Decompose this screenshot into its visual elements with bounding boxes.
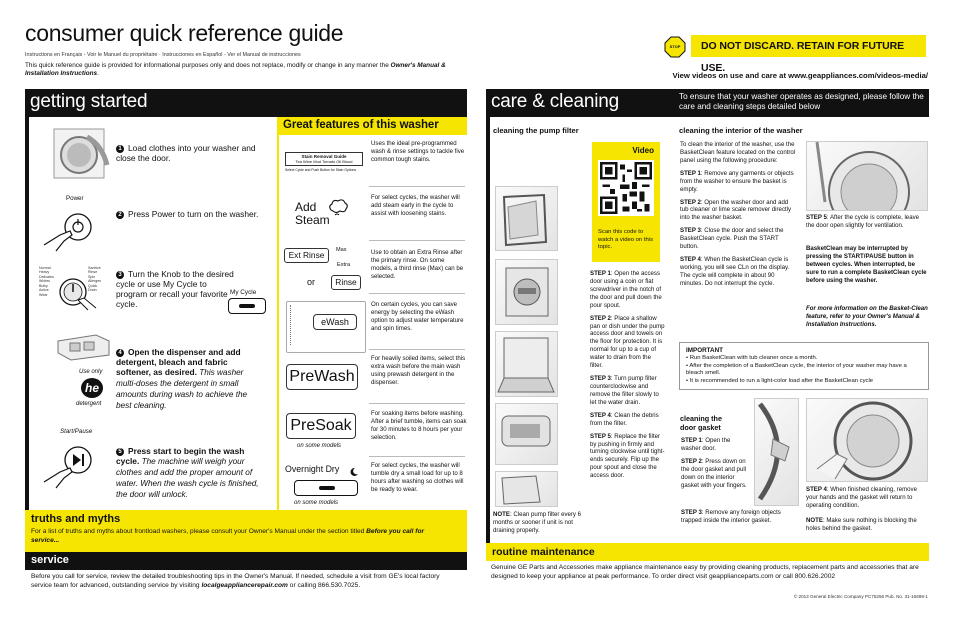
step-note: The machine will weigh your clothes and add the proper amount of water. When the wash cycle is finished, the door will unlock. [116,457,259,499]
service-link[interactable]: localgeappliancerepair.com [201,581,288,589]
disclaimer: This quick reference guide is provided for informational purposes only and does not replace, modify or change in any manner the Owner's Manual & Installation Instructions. [25,62,446,78]
gasket-step-2: STEP 2: Press down on the door gasket and pull down on the interior gasket with your fingers. [681,457,747,489]
knob-label: Delicates [39,274,54,279]
video-link[interactable]: View videos on use and care at www.geappliances.com/videos-media/ [672,71,928,80]
step-1 [116,143,261,163]
gasket-photo-1 [754,398,799,506]
step-number: 1 [116,145,124,153]
pump-photo-2 [495,259,558,325]
feature-desc-rinse: Use to obtain an Extra Rinse after the primary rinse. On some models, a third rinse (Max) can be selected. [371,249,464,280]
detergent-label: detergent [76,401,102,407]
truths-text: For a list of truths and myths about frontload washers, please consult your Owner's Manual under the section titled Before you call for service... [31,528,425,544]
use-only-label: Use only [79,369,103,375]
features-rail [277,135,279,510]
qr-code-icon[interactable] [598,160,654,216]
interior-intro: To clean the interior of the washer, use the BasketClean feature located on the control panel using the following procedure: [680,141,796,164]
feature-desc-steam: For select cycles, the washer will add steam early in the cycle to assist with loosening stains. [371,194,460,217]
presoak-button: PreSoak [286,413,356,439]
pump-steps [590,270,665,485]
interior-step-5: STEP 5: After the cycle is complete, leave the door open slightly for ventilation. [806,214,920,229]
step-number: 5 [116,448,124,456]
step-number: 4 [116,349,124,357]
video-caption: Scan this code to watch a video on this topic. [598,229,654,251]
interior-title: cleaning the interior of the washer [679,126,803,135]
power-press-image [42,205,102,253]
truths-title: truths and myths [31,513,121,525]
overnight-dry-button [294,480,358,496]
step-3 [116,269,236,309]
stain-guide-title: Stain Removal Guide [301,154,347,159]
gasket-step-3: STEP 3: Remove any foreign objects trapped inside the interior gasket. [681,509,781,524]
care-header [486,89,929,117]
knob-label: Quick [88,283,98,288]
feature-desc-ewash: On certain cycles, you can save energy by selecting the eWash option to adjust water temperature and spin times. [371,301,464,332]
maintenance-title: routine maintenance [492,546,595,558]
feature-desc-overnight: For select cycles, the washer will tumble dry a small load for up to 8 hours after washing so clothes will be ready to wear. [371,462,464,493]
page-title: consumer quick reference guide [25,20,344,46]
care-subtitle: To ensure that your washer operates as designed, please follow the care and cleaning steps detailed below [679,92,924,111]
knob-label: Active Wear [39,288,49,297]
overnight-dry-label: Overnight Dry [285,464,340,474]
step-text: Open the dispenser and add detergent, bleach and fabric softener, as desired. [116,347,241,378]
max-label: Max [336,247,347,253]
pump-step-2: STEP 2: Place a shallow pan or dish under the pump access door and towels on the floor for protection. It is normal for up to a cup of water to drain from the filter. [590,314,665,370]
ewash-button: eWash [313,314,357,330]
important-item: • Run BasketClean with tub cleaner once a month. [686,355,818,361]
gasket-step-1: STEP 1: Open the washer door. [681,437,731,452]
feature-desc-prewash: For heavily soiled items, select this extra wash before the main wash using prewash detergent in the dispenser. [371,355,466,386]
important-title: IMPORTANT [686,347,723,354]
stain-guide-icon [285,152,363,176]
knob-label: Whites [39,279,50,284]
he-logo: he [81,378,103,398]
pump-step-5: STEP 5: Replace the filter by pushing in firmly and turning clockwise until tight-ends securely. Flip up the pour spout and close the access door. [590,432,665,480]
video-box [592,142,660,262]
knob-label: Spin [88,274,96,279]
maintenance-header [486,543,929,561]
overnight-models-note: on some models [294,500,339,506]
pump-step-1: STEP 1: Open the access door using a coin or flat screwdriver in the notch of the door and pull down the pour spout. [590,270,662,309]
step-5 [116,446,261,499]
washer-interior-photo [806,141,928,211]
interior-step-2: STEP 2: Open the washer door and add tub cleaner or lime scale remover directly into the washer basket. [680,198,792,222]
service-text: Before you call for service, review the detailed troubleshooting tips in the Owner's Manual. If needed, schedule a visit from GE's local factory service team for advanced, outstanding service by visiting localgeappliancerepair.com or calling 866.530.7025. [31,573,440,589]
step-2 [116,209,261,219]
gasket-title: cleaning the door gasket [680,414,722,432]
washer-image [52,125,110,180]
extra-label: Extra [337,262,351,268]
pump-photo-4 [495,403,558,465]
knob-label: Normal [39,266,51,270]
stain-guide-items: Tea Wine Mud Tomato Oil Blood [295,159,353,164]
important-item: • After the completion of a BasketClean cycle, the interior of your washer may have a bleach smell. [686,362,907,377]
important-item: • It is recommended to run a light-color load after the BasketClean cycle [686,378,874,385]
start-press-image [42,438,104,490]
stain-guide-caption: Select Cycle and Push Button for Stain Options [285,168,357,172]
prewash-button: PreWash [286,364,358,390]
add-steam-label: Add Steam [295,200,330,227]
step-number: 2 [116,211,124,219]
start-pause-label: Start/Pause [60,428,93,435]
step-text: Load clothes into your washer and close the door. [116,143,256,164]
knob-label: Bulky [39,283,48,288]
my-cycle-label: My Cycle [230,289,257,296]
interior-step-3: STEP 3: Close the door and select the BasketClean cycle. Push the START button. [680,227,784,251]
knob-label: Allergen [88,279,102,284]
features-title: Great features of this washer [283,119,439,131]
pump-title: cleaning the pump filter [493,126,579,135]
pump-note: NOTE: Clean pump filter every 6 months or sooner if unit is not draining properly. [493,511,582,534]
service-header [25,552,467,570]
left-rail [25,117,29,510]
interrupt-note: BasketClean may be interrupted by pressing the START/PAUSE button in between cycles. When interrupted, be sure to run a complete BasketClean cycle before using the washer. [806,245,927,284]
pump-photo-5 [495,471,558,507]
care-title: care & cleaning [491,91,619,112]
knob-label: Heavy [39,270,50,275]
cycle-knob-image [38,262,108,322]
pump-photo-1 [495,186,558,251]
steam-icon [327,198,349,218]
step-note: This washer multi-doses the detergent in small amounts during wash to achieve the best cleaning. [116,368,248,410]
gasket-note: NOTE: Make sure nothing is blocking the holes behind the gasket. [806,517,917,532]
step-4 [116,347,261,411]
pump-step-3: STEP 3: Turn pump filter counterclockwise and remove the filter slowly to let the water drain. [590,375,659,406]
video-label: Video [632,146,654,155]
feature-desc-stain: Uses the ideal pre-programmed wash & rinse settings to tackle five common tough stains. [371,140,465,163]
feature-desc-presoak: For soaking items before washing. After a brief tumble, items can soak for 30 minutes to 8 hours per your selection. [371,410,467,441]
getting-started-title: getting started [30,91,148,112]
ewash-panel [286,301,366,353]
footer-copyright: © 2013 General Electric Company PC75256 Pub. No. 31-16698-1 [793,594,928,599]
step-text: Turn the Knob to the desired cycle or use My Cycle to program or recall your favorite cycle. [116,269,234,310]
moon-icon [349,464,359,474]
interior-step-4: STEP 4: When the BasketClean cycle is working, you will see CLn on the display. The cycle will complete in about 90 minutes. Do not interrupt the cycle. [680,256,790,287]
getting-started-header [25,89,467,117]
my-cycle-button[interactable] [228,298,266,314]
gasket-steps [681,437,751,495]
features-header [277,117,467,135]
or-label: or [307,277,316,287]
knob-label: Sanitize [88,266,101,270]
step-number: 3 [116,271,124,279]
ext-rinse-button: Ext Rinse [284,248,329,263]
pump-step-4: STEP 4: Clean the debris from the filter. [590,411,659,427]
dispenser-image [56,333,111,361]
gasket-photo-2 [806,398,928,482]
maintenance-text: Genuine GE Parts and Accessories make appliance maintenance easy by providing cleaning products, replacement parts and accessories that are designed to keep your appliance at peak performance. To order direct visit geapplianceparts.com or call 800.626.2002 [491,564,919,580]
care-rail [486,117,490,543]
interior-step-1: STEP 1: Remove any garments or objects from the washer to ensure the basket is empty. [680,169,794,193]
more-info-note: For more information on the Basket-Clean feature, refer to your Owner's Manual & Installation Instructions. [806,305,928,328]
interior-steps [680,141,796,293]
step-text: Press start to begin the wash cycle. [116,446,245,467]
pump-photo-3 [495,331,558,397]
important-box [679,342,929,390]
gasket-step-4: STEP 4: When finished cleaning, remove your hands and the gasket will return to operating condition. [806,486,917,509]
rinse-button: Rinse [331,275,361,290]
retain-banner: DO NOT DISCARD. RETAIN FOR FUTURE USE. [691,35,926,57]
step-text: Press Power to turn on the washer. [128,209,259,219]
power-label: Power [66,195,84,202]
presoak-models-note: on some models [297,443,342,449]
service-title: service [31,554,69,566]
knob-label: Rinse [88,270,98,275]
knob-label: Drain [88,288,97,293]
language-note: Instructions en Français - Voir le Manuel du propriétaire · Instrucciones en Español - Ver el Manual de instrucciones [25,52,301,58]
stop-icon: STOP [664,36,686,58]
truths-box [25,510,467,552]
